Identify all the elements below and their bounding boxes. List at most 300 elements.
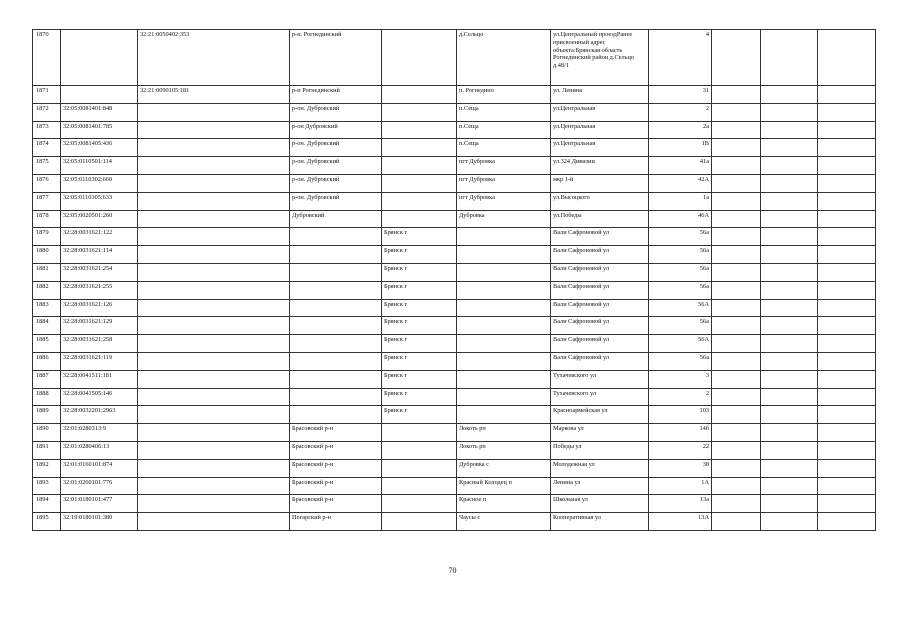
locality-cell <box>457 281 551 299</box>
empty-cell <box>761 192 818 210</box>
table-row <box>33 495 876 513</box>
table-row <box>33 352 876 370</box>
alt-cadastral-number-cell <box>138 299 290 317</box>
table-row <box>33 157 876 175</box>
cadastral-number-cell: 32:28:0031621:255 <box>61 281 138 299</box>
empty-cell <box>761 495 818 513</box>
row-number: 1879 <box>33 228 61 246</box>
empty-cell <box>712 30 761 86</box>
locality-cell <box>457 246 551 264</box>
district-cell <box>290 317 382 335</box>
district-cell <box>290 370 382 388</box>
street-cell: Красноармейская ул <box>551 406 649 424</box>
empty-cell <box>818 281 876 299</box>
city-cell <box>382 157 457 175</box>
locality-cell <box>457 317 551 335</box>
city-cell <box>382 30 457 86</box>
district-cell: р-он Дубровский <box>290 121 382 139</box>
city-cell <box>382 477 457 495</box>
house-number-cell: 1А <box>649 477 712 495</box>
empty-cell <box>818 299 876 317</box>
empty-cell <box>761 513 818 531</box>
city-cell: Брянск г <box>382 370 457 388</box>
city-cell <box>382 495 457 513</box>
cadastral-number-cell: 32:05:0081405:436 <box>61 139 138 157</box>
street-cell: ул.Центральная <box>551 121 649 139</box>
district-cell <box>290 228 382 246</box>
house-number-cell: 13а <box>649 495 712 513</box>
row-number: 1889 <box>33 406 61 424</box>
city-cell <box>382 174 457 192</box>
district-cell: Погарский р-н <box>290 513 382 531</box>
row-number: 1893 <box>33 477 61 495</box>
row-number: 1886 <box>33 352 61 370</box>
empty-cell <box>712 210 761 228</box>
cadastral-number-cell <box>61 86 138 104</box>
row-number: 1870 <box>33 30 61 86</box>
empty-cell <box>818 388 876 406</box>
district-cell <box>290 335 382 353</box>
empty-cell <box>818 406 876 424</box>
district-cell: Брасовский р-н <box>290 477 382 495</box>
empty-cell <box>712 459 761 477</box>
alt-cadastral-number-cell <box>138 263 290 281</box>
table-row <box>33 281 876 299</box>
street-cell: ул.Центральная <box>551 103 649 121</box>
street-cell: ул.Центральная <box>551 139 649 157</box>
house-number-cell: 38 <box>649 459 712 477</box>
table-row <box>33 317 876 335</box>
house-number-cell: 56а <box>649 228 712 246</box>
table-row <box>33 477 876 495</box>
empty-cell <box>712 477 761 495</box>
empty-cell <box>818 477 876 495</box>
empty-cell <box>712 139 761 157</box>
empty-cell <box>712 263 761 281</box>
cadastral-number-cell: 32:28:0041511:181 <box>61 370 138 388</box>
empty-cell <box>761 424 818 442</box>
street-cell: Вали Сафроновой ул <box>551 317 649 335</box>
row-number: 1872 <box>33 103 61 121</box>
empty-cell <box>818 192 876 210</box>
empty-cell <box>761 317 818 335</box>
district-cell: р-он. Дубровский <box>290 174 382 192</box>
cadastral-number-cell: 32:05:0110302:660 <box>61 174 138 192</box>
city-cell <box>382 86 457 104</box>
city-cell: Брянск г <box>382 281 457 299</box>
cadastral-number-cell: 32:28:0031621:258 <box>61 335 138 353</box>
empty-cell <box>712 157 761 175</box>
cadastral-number-cell: 32:28:0031621:126 <box>61 299 138 317</box>
city-cell <box>382 513 457 531</box>
city-cell: Брянск г <box>382 388 457 406</box>
empty-cell <box>818 103 876 121</box>
table-row <box>33 86 876 104</box>
table-row <box>33 228 876 246</box>
cadastral-number-cell: 32:01:0280406:13 <box>61 441 138 459</box>
alt-cadastral-number-cell <box>138 424 290 442</box>
street-cell: ул.324 Дивизии <box>551 157 649 175</box>
district-cell <box>290 246 382 264</box>
table-row <box>33 174 876 192</box>
street-cell: Молодежная ул <box>551 459 649 477</box>
locality-cell: Красный Колодец п <box>457 477 551 495</box>
empty-cell <box>818 352 876 370</box>
house-number-cell: 41а <box>649 157 712 175</box>
locality-cell: пгт Дубровка <box>457 174 551 192</box>
house-number-cell: 56А <box>649 335 712 353</box>
street-cell: Вали Сафроновой ул <box>551 263 649 281</box>
empty-cell <box>818 495 876 513</box>
locality-cell: п.Сеща <box>457 121 551 139</box>
empty-cell <box>761 388 818 406</box>
empty-cell <box>761 228 818 246</box>
row-number: 1871 <box>33 86 61 104</box>
row-number: 1890 <box>33 424 61 442</box>
district-cell: Брасовский р-н <box>290 459 382 477</box>
district-cell: р-он. Дубровский <box>290 139 382 157</box>
district-cell <box>290 352 382 370</box>
table-row <box>33 246 876 264</box>
empty-cell <box>818 335 876 353</box>
table-row <box>33 121 876 139</box>
empty-cell <box>712 281 761 299</box>
empty-cell <box>712 495 761 513</box>
alt-cadastral-number-cell <box>138 281 290 299</box>
empty-cell <box>712 174 761 192</box>
empty-cell <box>712 370 761 388</box>
city-cell: Брянск г <box>382 228 457 246</box>
table-body <box>33 30 876 531</box>
cadastral-number-cell: 32:28:0031621:122 <box>61 228 138 246</box>
row-number: 1877 <box>33 192 61 210</box>
row-number: 1878 <box>33 210 61 228</box>
city-cell: Брянск г <box>382 246 457 264</box>
empty-cell <box>818 459 876 477</box>
district-cell: р-н. Рогнединский <box>290 30 382 86</box>
empty-cell <box>818 210 876 228</box>
street-cell: Тухачевского ул <box>551 388 649 406</box>
locality-cell: Локоть рп <box>457 441 551 459</box>
empty-cell <box>761 103 818 121</box>
alt-cadastral-number-cell <box>138 495 290 513</box>
row-number: 1882 <box>33 281 61 299</box>
city-cell: Брянск г <box>382 263 457 281</box>
registry-table <box>32 29 876 531</box>
table-row <box>33 263 876 281</box>
empty-cell <box>712 121 761 139</box>
alt-cadastral-number-cell <box>138 246 290 264</box>
empty-cell <box>761 139 818 157</box>
empty-cell <box>818 263 876 281</box>
alt-cadastral-number-cell <box>138 459 290 477</box>
district-cell: Брасовский р-н <box>290 495 382 513</box>
empty-cell <box>712 406 761 424</box>
table-row <box>33 459 876 477</box>
alt-cadastral-number-cell <box>138 317 290 335</box>
row-number: 1891 <box>33 441 61 459</box>
cadastral-number-cell: 32:28:0031621:114 <box>61 246 138 264</box>
locality-cell: п.Сеща <box>457 103 551 121</box>
alt-cadastral-number-cell: 32:21:0090105:181 <box>138 86 290 104</box>
alt-cadastral-number-cell <box>138 210 290 228</box>
house-number-cell: 46А <box>649 210 712 228</box>
city-cell <box>382 139 457 157</box>
cadastral-number-cell: 32:05:0081401:785 <box>61 121 138 139</box>
empty-cell <box>712 103 761 121</box>
house-number-cell: 42А <box>649 174 712 192</box>
street-cell: мкр 1-й <box>551 174 649 192</box>
house-number-cell: 13А <box>649 513 712 531</box>
house-number-cell: 3 <box>649 370 712 388</box>
locality-cell: Красное п <box>457 495 551 513</box>
table-row <box>33 335 876 353</box>
row-number: 1884 <box>33 317 61 335</box>
cadastral-number-cell <box>61 30 138 86</box>
alt-cadastral-number-cell <box>138 157 290 175</box>
empty-cell <box>761 86 818 104</box>
locality-cell <box>457 352 551 370</box>
district-cell: р-он. Дубровский <box>290 157 382 175</box>
street-cell: Вали Сафроновой ул <box>551 246 649 264</box>
locality-cell: д.Сельцо <box>457 30 551 86</box>
empty-cell <box>712 513 761 531</box>
empty-cell <box>712 228 761 246</box>
cadastral-number-cell: 32:28:0031621:254 <box>61 263 138 281</box>
alt-cadastral-number-cell <box>138 388 290 406</box>
empty-cell <box>712 335 761 353</box>
city-cell <box>382 459 457 477</box>
alt-cadastral-number-cell <box>138 406 290 424</box>
house-number-cell: 56а <box>649 317 712 335</box>
cadastral-number-cell: 32:01:0280313:9 <box>61 424 138 442</box>
cadastral-number-cell: 32:01:0180101:477 <box>61 495 138 513</box>
street-cell: ул.Высоцкого <box>551 192 649 210</box>
house-number-cell: 103 <box>649 406 712 424</box>
city-cell: Брянск г <box>382 299 457 317</box>
row-number: 1880 <box>33 246 61 264</box>
empty-cell <box>761 246 818 264</box>
street-cell: ул.Центральный проездРанее присвоенный адрес объекта:Брянская область Рогнединский район д.Сельцо д.48/1 <box>551 30 649 86</box>
district-cell: р-он. Дубровский <box>290 192 382 210</box>
district-cell: р-н Рогнединский <box>290 86 382 104</box>
table-row <box>33 513 876 531</box>
empty-cell <box>761 370 818 388</box>
street-cell: Вали Сафроновой ул <box>551 228 649 246</box>
locality-cell: Чаусы с <box>457 513 551 531</box>
district-cell <box>290 406 382 424</box>
table-row <box>33 370 876 388</box>
street-cell: Вали Сафроновой ул <box>551 299 649 317</box>
cadastral-number-cell: 32:05:0110501:114 <box>61 157 138 175</box>
district-cell <box>290 263 382 281</box>
row-number: 1881 <box>33 263 61 281</box>
empty-cell <box>712 246 761 264</box>
city-cell: Брянск г <box>382 335 457 353</box>
house-number-cell: 56А <box>649 299 712 317</box>
empty-cell <box>761 299 818 317</box>
row-number: 1875 <box>33 157 61 175</box>
city-cell <box>382 103 457 121</box>
locality-cell: Дубровка с <box>457 459 551 477</box>
locality-cell <box>457 228 551 246</box>
city-cell <box>382 424 457 442</box>
house-number-cell: 14б <box>649 424 712 442</box>
table-row <box>33 139 876 157</box>
house-number-cell: 1В <box>649 139 712 157</box>
street-cell: Победы ул <box>551 441 649 459</box>
empty-cell <box>761 121 818 139</box>
locality-cell: Локоть рп <box>457 424 551 442</box>
empty-cell <box>761 210 818 228</box>
city-cell <box>382 121 457 139</box>
empty-cell <box>818 246 876 264</box>
city-cell: Брянск г <box>382 406 457 424</box>
district-cell: Брасовский р-н <box>290 441 382 459</box>
locality-cell <box>457 335 551 353</box>
page-number: 70 <box>448 566 457 575</box>
street-cell: Тухачевского ул <box>551 370 649 388</box>
locality-cell: п. Рогнедино <box>457 86 551 104</box>
city-cell: Брянск г <box>382 317 457 335</box>
empty-cell <box>818 121 876 139</box>
district-cell <box>290 281 382 299</box>
row-number: 1874 <box>33 139 61 157</box>
cadastral-number-cell: 32:05:0110305:633 <box>61 192 138 210</box>
table-row <box>33 406 876 424</box>
locality-cell <box>457 388 551 406</box>
cadastral-number-cell: 32:05:0081401:848 <box>61 103 138 121</box>
district-cell: Брасовский р-н <box>290 424 382 442</box>
empty-cell <box>712 192 761 210</box>
cadastral-number-cell: 32:19:0180101:380 <box>61 513 138 531</box>
locality-cell <box>457 263 551 281</box>
alt-cadastral-number-cell <box>138 513 290 531</box>
district-cell <box>290 299 382 317</box>
cadastral-number-cell: 32:28:0031621:129 <box>61 317 138 335</box>
city-cell <box>382 192 457 210</box>
locality-cell: п.Сеща <box>457 139 551 157</box>
city-cell <box>382 210 457 228</box>
row-number: 1876 <box>33 174 61 192</box>
empty-cell <box>761 335 818 353</box>
empty-cell <box>761 352 818 370</box>
house-number-cell: 22 <box>649 441 712 459</box>
street-cell: Маркова ул <box>551 424 649 442</box>
street-cell: ул. Ленина <box>551 86 649 104</box>
empty-cell <box>818 157 876 175</box>
row-number: 1894 <box>33 495 61 513</box>
row-number: 1888 <box>33 388 61 406</box>
cadastral-number-cell: 32:01:0160101:874 <box>61 459 138 477</box>
empty-cell <box>712 352 761 370</box>
empty-cell <box>712 441 761 459</box>
empty-cell <box>761 30 818 86</box>
street-cell: Вали Сафроновой ул <box>551 281 649 299</box>
street-cell: Вали Сафроновой ул <box>551 335 649 353</box>
cadastral-number-cell: 32:28:0031621:119 <box>61 352 138 370</box>
alt-cadastral-number-cell <box>138 352 290 370</box>
city-cell: Брянск г <box>382 352 457 370</box>
cadastral-number-cell: 32:05:0020501:260 <box>61 210 138 228</box>
alt-cadastral-number-cell <box>138 103 290 121</box>
house-number-cell: 56а <box>649 246 712 264</box>
table-row <box>33 424 876 442</box>
empty-cell <box>761 281 818 299</box>
table-row <box>33 103 876 121</box>
district-cell <box>290 388 382 406</box>
alt-cadastral-number-cell: 32:21:0050402:353 <box>138 30 290 86</box>
alt-cadastral-number-cell <box>138 139 290 157</box>
street-cell: Кооперативная ул <box>551 513 649 531</box>
cadastral-number-cell: 32:01:0260101:776 <box>61 477 138 495</box>
house-number-cell: 56а <box>649 263 712 281</box>
empty-cell <box>818 513 876 531</box>
empty-cell <box>818 174 876 192</box>
empty-cell <box>818 317 876 335</box>
street-cell: Ленина ул <box>551 477 649 495</box>
empty-cell <box>712 299 761 317</box>
empty-cell <box>818 441 876 459</box>
alt-cadastral-number-cell <box>138 335 290 353</box>
street-cell: Школьная ул <box>551 495 649 513</box>
empty-cell <box>761 263 818 281</box>
empty-cell <box>818 30 876 86</box>
table-row <box>33 210 876 228</box>
empty-cell <box>761 459 818 477</box>
house-number-cell: 31 <box>649 86 712 104</box>
empty-cell <box>712 388 761 406</box>
empty-cell <box>818 86 876 104</box>
table-row <box>33 299 876 317</box>
row-number: 1885 <box>33 335 61 353</box>
empty-cell <box>761 477 818 495</box>
row-number: 1895 <box>33 513 61 531</box>
house-number-cell: 56а <box>649 281 712 299</box>
house-number-cell: 2а <box>649 121 712 139</box>
locality-cell: пгт Дубровка <box>457 192 551 210</box>
alt-cadastral-number-cell <box>138 121 290 139</box>
locality-cell <box>457 299 551 317</box>
cadastral-number-cell: 32:28:0041505:146 <box>61 388 138 406</box>
table-row <box>33 441 876 459</box>
empty-cell <box>712 317 761 335</box>
locality-cell <box>457 370 551 388</box>
empty-cell <box>818 370 876 388</box>
empty-cell <box>818 139 876 157</box>
city-cell <box>382 441 457 459</box>
district-cell: р-он. Дубровский <box>290 103 382 121</box>
empty-cell <box>761 157 818 175</box>
locality-cell <box>457 406 551 424</box>
table-row <box>33 30 876 86</box>
alt-cadastral-number-cell <box>138 192 290 210</box>
house-number-cell: 4 <box>649 30 712 86</box>
alt-cadastral-number-cell <box>138 174 290 192</box>
table-row <box>33 192 876 210</box>
house-number-cell: 56а <box>649 352 712 370</box>
empty-cell <box>818 424 876 442</box>
street-cell: ул.Победы <box>551 210 649 228</box>
alt-cadastral-number-cell <box>138 441 290 459</box>
empty-cell <box>761 406 818 424</box>
cadastral-number-cell: 32:28:0032201:2963 <box>61 406 138 424</box>
empty-cell <box>761 441 818 459</box>
alt-cadastral-number-cell <box>138 228 290 246</box>
empty-cell <box>818 228 876 246</box>
row-number: 1892 <box>33 459 61 477</box>
house-number-cell: 2 <box>649 388 712 406</box>
